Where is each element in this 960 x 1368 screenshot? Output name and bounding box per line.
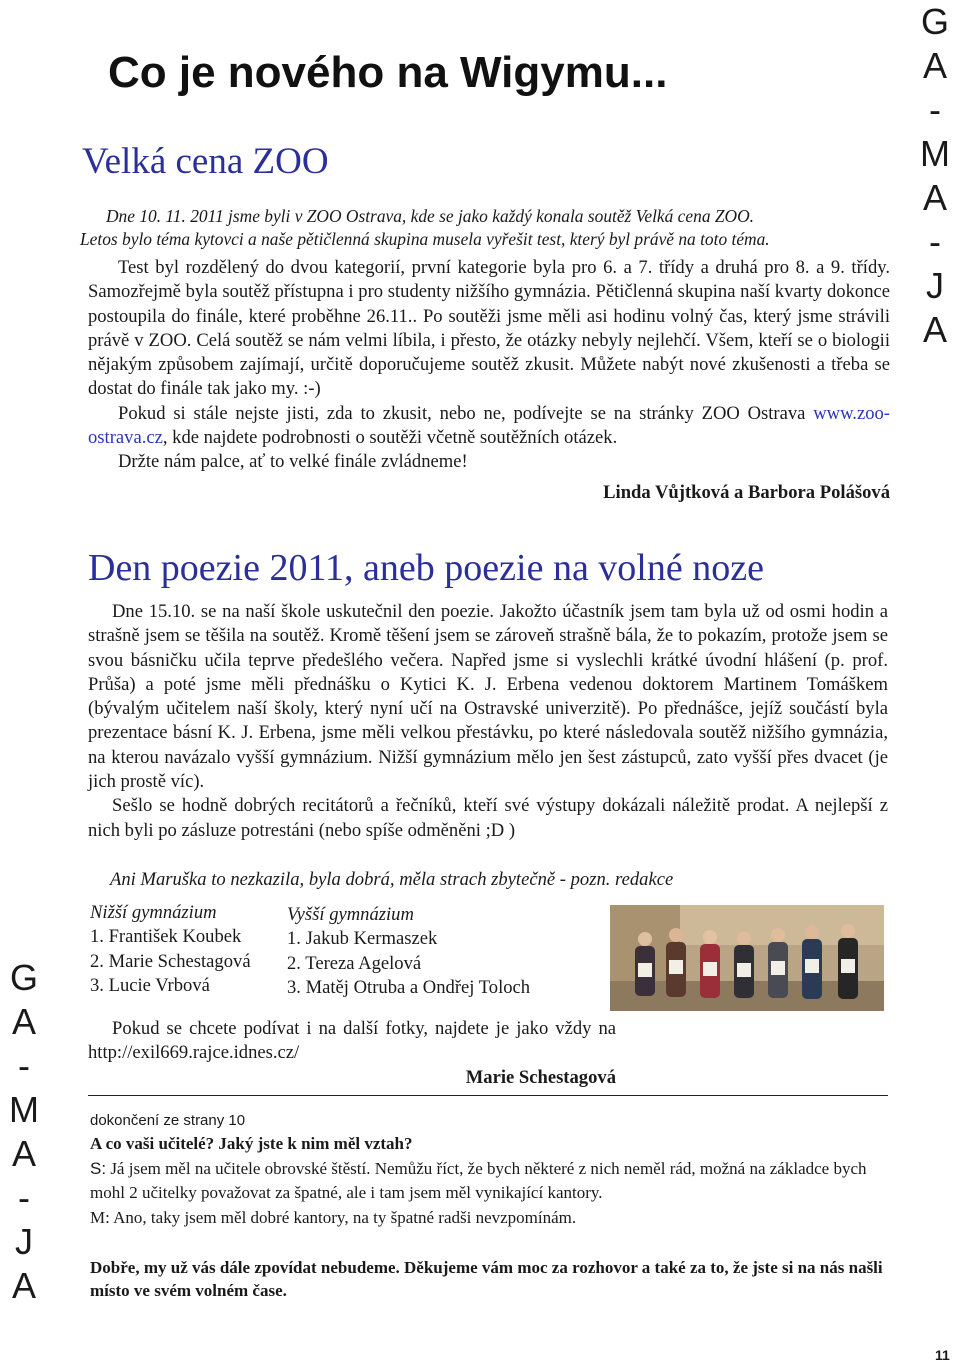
answer-text: Já jsem měl na učitele obrovské štěstí. Nemůžu říct, že bych některé z nich neměl rád, možná na základce bych mohl 2 učitelky považovat za špatné, ale i tam jsem měl vynikající kantory. — [90, 1158, 867, 1202]
side-letter: J — [15, 1221, 33, 1262]
side-letter: A — [922, 177, 947, 218]
photo-note-text: Pokud se chcete podívat i na další fotky, najdete je jako vždy na http://exil669.rajce.idnes.cz/ — [88, 1018, 616, 1064]
zoo-signature: Linda Vůjtková a Barbora Polášová — [603, 481, 890, 503]
side-letter: A — [11, 1001, 36, 1042]
winner-item: 2. Tereza Agelová — [287, 952, 422, 974]
side-letter: A — [11, 1133, 36, 1174]
page-title: Co je nového na Wigymu... — [108, 48, 668, 97]
poezie-paragraph: Sešlo se hodně dobrých recitátorů a řečníků, kteří své výstupy dokázali náležitě prodat. A nejlepší z nich byli po zásluze potrestáni (nebo spíše odměněni ;D ) — [88, 795, 888, 841]
poezie-paragraph: Dne 15.10. se na naší škole uskutečnil den poezie. Jakožto účastník jsem tam byla už od osmi hodin a strašně jsem se těšila na soutěž. Kromě těšení jsem se zároveň strašně bála, že to pokazím, protože jsem se svou básničku učila teprve předešlého večera. Napřed jsme si vyslechli krátké úvodní hlášení (p. prof. Průša) a poté jsme měli přednášku o Kytici K. J. Erbena vedenou doktorem Martinem Tomáškem (bývalým učitelem naší školy, který nyní učí na Ostravské univerzitě). Po přednášce, jejíž součástí byla prezentace básní K. J. Erbena, jsme měli velkou přestávku, po které následovala soutěž nižšího gymnázia, na kterou navázalo vyšší gymnázium. Nižší gymnázium mělo jen šest zástupců, zato vyšší přes dvacet (je jich prostě víc). — [88, 601, 888, 793]
winners-upper-gym — [287, 903, 530, 1001]
zoo-heading: Velká cena ZOO — [82, 141, 329, 182]
winner-item: 3. Lucie Vrbová — [90, 975, 210, 997]
zoo-paragraph: Test byl rozdělený do dvou kategorií, první kategorie byla pro 6. a 7. třídy a druhá pro 8. a 9. třídy. Samozřejmě byla soutěž přístupna i pro studenty nižšího gymnázia. Pětičlenná skupina naší kvarty dokonce postoupila do finále, které proběhne 26.11.. Po soutěži jsme měli asi hodinu volný čas, který jsme strávili právě v ZOO. Celá soutěž se nám velmi líbila, i přesto, že otázky nebyly nejlehčí. Všem, kteří se o biologii nějakým způsobem zajímají, určitě doporučujeme soutěž zkusit. Můžete nabýt nové zkušenosti a třeba se dostat do finále tak jako my. :-) — [88, 257, 890, 400]
continued-label: dokončení ze strany 10 — [90, 1112, 246, 1129]
side-letter: J — [926, 265, 944, 306]
zoo-link-tail: , kde najdete podrobnosti o soutěži včetně soutěžních otázek. — [162, 427, 618, 449]
winners-heading: Nižší gymnázium — [90, 902, 217, 923]
side-letter: G — [920, 1, 949, 42]
winner-item: 2. Marie Schestagová — [90, 950, 251, 972]
side-letters-left — [4, 956, 44, 1308]
zoo-paragraph-links — [88, 402, 890, 451]
divider — [88, 1095, 888, 1096]
winners-heading: Vyšší gymnázium — [287, 904, 414, 925]
zoo-intro-line: Dne 10. 11. 2011 jsme byli v ZOO Ostrava, kde se jako každý konala soutěž Velká cena ZOO. — [106, 206, 754, 226]
zoo-website-link[interactable]: www.zoo-ostrava.cz — [88, 402, 890, 449]
page-number: 11 — [935, 1347, 950, 1363]
side-letter: A — [922, 45, 947, 86]
interview-answer-m — [90, 1206, 890, 1231]
side-letter: A — [11, 1265, 36, 1306]
interview-text — [90, 1132, 890, 1230]
zoo-intro-line: Letos bylo téma kytovci a naše pětičlenná skupina musela vyřešit test, který byl právě na toto téma. — [80, 229, 770, 249]
zoo-link-lead: Pokud si stále nejste jisti, zda to zkusit, nebo ne, podívejte se na stránky ZOO Ostrava — [118, 402, 806, 424]
side-letter: M — [920, 133, 950, 174]
side-letter: M — [9, 1089, 39, 1130]
poezie-signature: Marie Schestagová — [465, 1067, 616, 1088]
zoo-paragraph: Držte nám palce, ať to velké finále zvládneme! — [118, 451, 468, 473]
winner-item: 1. Jakub Kermaszek — [287, 928, 438, 950]
group-photo — [610, 905, 884, 1011]
answer-text: Ano, taky jsem měl dobré kantory, na ty špatné radši nevzpomínám. — [109, 1207, 577, 1227]
winners-lower-gym — [90, 901, 251, 999]
editor-note: Ani Maruška to nezkazila, byla dobrá, měla strach zbytečně - pozn. redakce — [110, 869, 674, 890]
side-letters-right — [915, 0, 955, 352]
speaker-label: S: — [90, 1158, 107, 1178]
winner-item: 3. Matěj Otruba a Ondřej Toloch — [287, 977, 531, 999]
winner-item: 1. František Koubek — [90, 926, 242, 948]
poezie-heading: Den poezie 2011, aneb poezie na volné noze — [88, 547, 764, 589]
interview-answer-s — [90, 1157, 890, 1206]
speaker-label: M: — [90, 1207, 110, 1227]
photo-note — [88, 1017, 616, 1066]
zoo-intro — [80, 205, 906, 251]
side-letter: - — [18, 1045, 30, 1086]
interview-closing: Dobře, my už vás dále zpovídat nebudeme. Děkujeme vám moc za rozhovor a také za to, že jste si na nás našli místo ve svém volném čase. — [90, 1258, 883, 1300]
poezie-article-body — [88, 600, 888, 843]
interview-question: A co vaši učitelé? Jaký jste k nim měl vztah? — [90, 1134, 413, 1153]
side-letter: A — [922, 309, 947, 350]
side-letter: - — [929, 221, 941, 262]
side-letter: - — [929, 89, 941, 130]
side-letter: - — [18, 1177, 30, 1218]
side-letter: G — [9, 957, 38, 998]
zoo-article-body — [88, 256, 890, 505]
